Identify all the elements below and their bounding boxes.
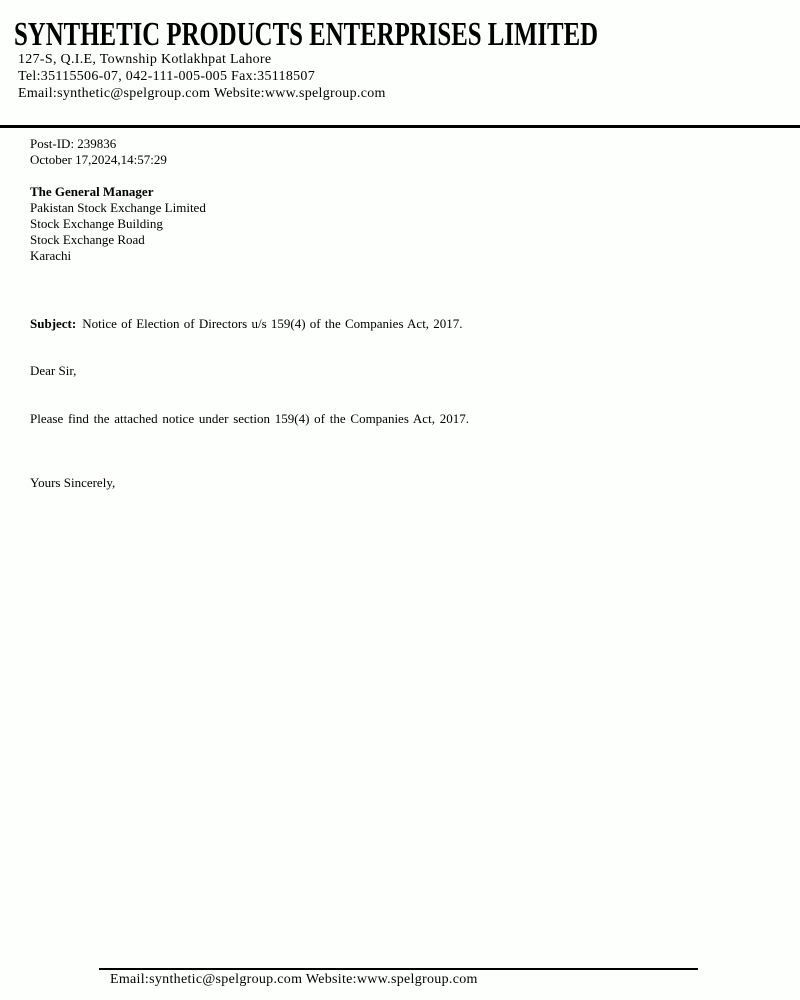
recipient-title: The General Manager <box>30 184 154 199</box>
subject-text: Notice of Election of Directors u/s 159(4) of the Companies Act, 2017. <box>82 316 463 331</box>
post-meta-block <box>30 136 167 168</box>
email-website-line: Email:synthetic@spelgroup.com Website:www.spelgroup.com <box>18 86 386 101</box>
post-id-text: Post-ID: 239836 <box>30 136 117 151</box>
address-line: 127-S, Q.I.E, Township Kotlakhpat Lahore <box>18 52 272 67</box>
subject-label: Subject: <box>30 316 77 331</box>
recipient-address-block <box>30 184 206 264</box>
header-divider-rule <box>0 125 800 128</box>
recipient-line: Stock Exchange Road <box>30 232 145 247</box>
recipient-line: Karachi <box>30 248 72 263</box>
datetime-text: October 17,2024,14:57:29 <box>30 152 167 167</box>
closing-text: Yours Sincerely, <box>30 475 116 490</box>
salutation-text: Dear Sir, <box>30 363 77 378</box>
footer-contact-text: Email:synthetic@spelgroup.com Website:www.spelgroup.com <box>110 972 478 987</box>
body-paragraph: Please find the attached notice under section 159(4) of the Companies Act, 2017. <box>30 411 469 426</box>
company-name-title: SYNTHETIC PRODUCTS ENTERPRISES LIMITED <box>14 16 599 53</box>
letterhead-address-block <box>18 51 386 102</box>
footer-divider-rule <box>99 968 698 970</box>
recipient-line: Stock Exchange Building <box>30 216 163 231</box>
recipient-line: Pakistan Stock Exchange Limited <box>30 200 206 215</box>
subject-line <box>30 316 463 332</box>
phone-fax-line: Tel:35115506-07, 042-111-005-005 Fax:35118507 <box>18 69 316 84</box>
